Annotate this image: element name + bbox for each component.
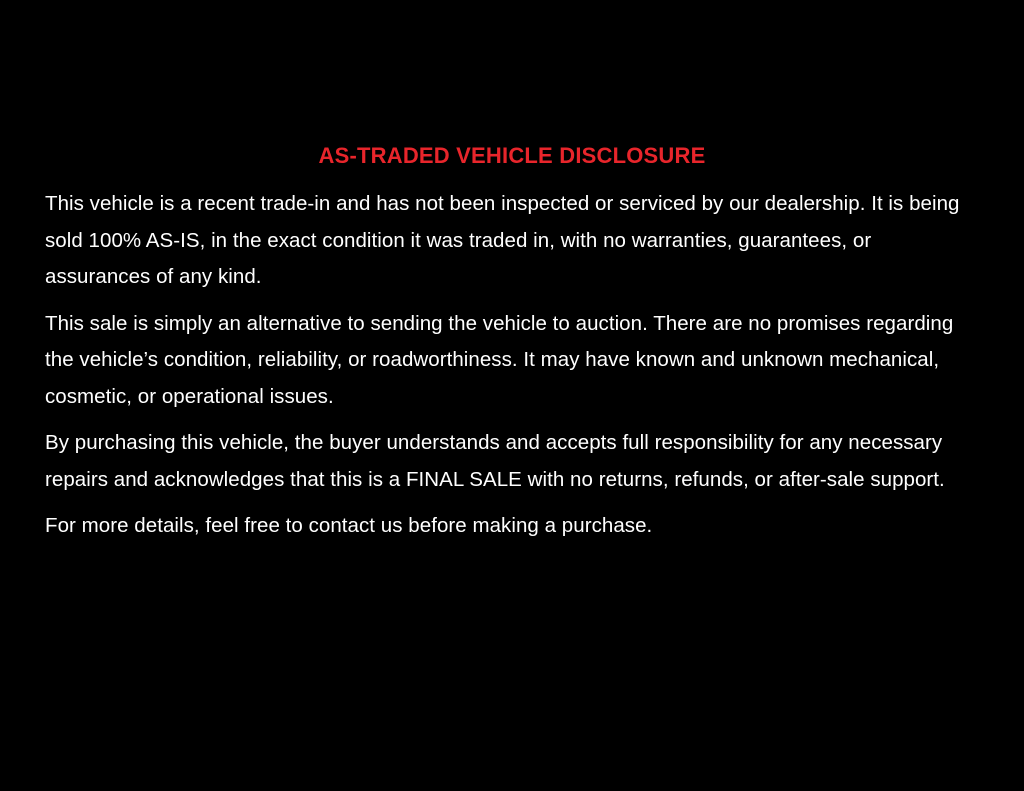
disclosure-paragraph-3: By purchasing this vehicle, the buyer understands and accepts full responsibility for any necessary repairs and acknowledges that this is a FINAL SALE with no returns, refunds, or after-sale support. bbox=[45, 431, 945, 491]
disclosure-paragraph-2: This sale is simply an alternative to sending the vehicle to auction. There are no promises regarding the vehicle’s condition, reliability, or roadworthiness. It may have known and unknown mechanical, cosmetic, or operational issues. bbox=[45, 311, 954, 408]
disclosure-paragraph-1: This vehicle is a recent trade-in and has not been inspected or serviced by our dealership. It is being sold 100% AS-IS, in the exact condition it was traded in, with no warranties, guarantees, or assurances of any kind. bbox=[45, 192, 960, 288]
page-title: AS-TRADED VEHICLE DISCLOSURE bbox=[318, 143, 706, 168]
disclosure-paragraph-4: For more details, feel free to contact us before making a purchase. bbox=[45, 514, 653, 537]
disclosure-body bbox=[45, 186, 980, 545]
